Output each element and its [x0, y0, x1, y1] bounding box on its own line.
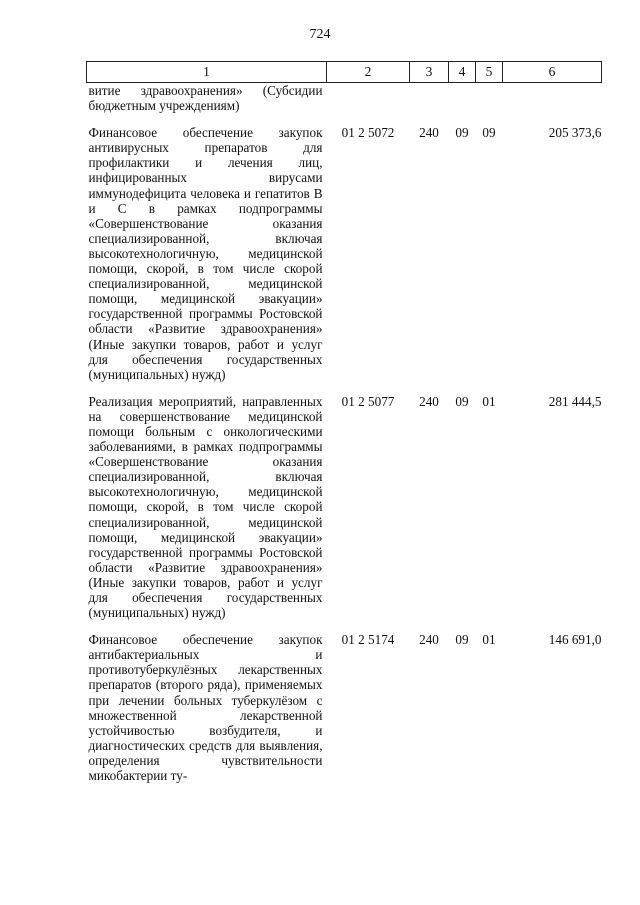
row-expense-type: 240	[419, 393, 439, 409]
row-target-code	[327, 83, 410, 114]
row-section: 09	[455, 632, 469, 648]
row-expense-type	[410, 83, 449, 114]
header-col-3: 3	[410, 62, 449, 83]
header-col-5: 5	[476, 62, 503, 83]
row-section: 09	[455, 125, 469, 141]
row-amount: 281 444,5	[548, 393, 602, 409]
row-description: Реализация мероприятий, направленных на совершенствование медицинской помощи больным с онкологическими заболеваниями, в рамках подпрограммы «Совершенствование оказания специализированной, включая высокотехнологичную, медицинской помощи, скорой, в том числе скорой специализированной, медицинской помощи, медицинской эвакуации» государственной программы Ростовской области «Развитие здравоохранения» (Иные закупки товаров, работ и услуг для обеспечения государственных (муниципальных) нужд)	[88, 393, 323, 621]
row-description: Финансовое обеспечение закупок антивирусных препаратов для профилактики и лечения лиц, инфицированных вирусами иммунодефицита человека и гепатитов В и С в рамках подпрограммы «Совершенствование оказания специализированной, включая высокотехнологичную, медицинской помощи, скорой, в том числе скорой специализированной, медицинской помощи, медицинской эвакуации» государственной программы Ростовской области «Развитие здравоохранения» (Иные закупки товаров, работ и услуг для обеспечения государственных (муниципальных) нужд)	[88, 125, 323, 382]
header-col-2: 2	[327, 62, 410, 83]
row-section: 09	[455, 393, 469, 409]
row-subsection: 01	[482, 632, 496, 648]
row-section	[449, 83, 476, 114]
page-number: 724	[309, 27, 331, 42]
header-col-1: 1	[87, 62, 327, 83]
budget-table	[86, 61, 602, 783]
row-amount: 146 691,0	[548, 632, 602, 648]
row-subsection: 01	[482, 393, 496, 409]
header-col-4: 4	[449, 62, 476, 83]
row-amount: 205 373,6	[548, 125, 602, 141]
row-description: витие здравоохранения» (Субсидии бюджетным учреждениям)	[88, 83, 323, 114]
row-expense-type: 240	[419, 125, 439, 141]
row-target-code: 01 2 5072	[341, 125, 395, 141]
row-subsection: 09	[482, 125, 496, 141]
row-target-code: 01 2 5174	[341, 632, 395, 648]
table-row	[87, 394, 602, 620]
table-row	[87, 83, 602, 114]
table-header	[87, 62, 602, 83]
table-row	[87, 632, 602, 783]
table-row	[87, 125, 602, 382]
row-amount	[503, 83, 602, 114]
row-expense-type: 240	[419, 632, 439, 648]
row-target-code: 01 2 5077	[341, 393, 395, 409]
header-col-6: 6	[503, 62, 602, 83]
row-description: Финансовое обеспечение закупок антибактериальных и противотуберкулёзных лекарственных препаратов (второго ряда), применяемых при лечении больных туберкулёзом с множественной лекарственной устойчивостью возбудителя, и диагностических средств для выявления, определения чувствительности микобактерии ту-	[88, 632, 323, 784]
row-subsection	[476, 83, 503, 114]
